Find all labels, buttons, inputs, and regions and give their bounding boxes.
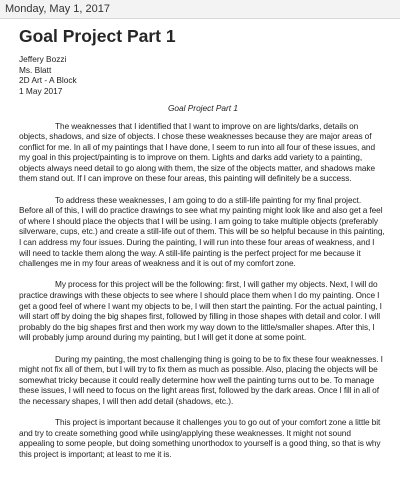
class-name: 2D Art - A Block xyxy=(19,75,77,85)
page-title: Goal Project Part 1 xyxy=(19,26,176,46)
paragraph-process: My process for this project will be the following: first, I will gather my objects. Next, I will do practice drawings with these objects to see where I should place them when I do my painting. Once I get a good feel of where I want my objects to be, I will then start the painting. For the actual painting, I will start off by doing the big shapes first, followed by filling in those shapes with detail and color. I will probably do the big shapes first and then work my way down to the little/smaller shapes. After this, I will probably jump around during my painting, but I will get it done at some point. xyxy=(19,279,382,343)
document-subtitle: Goal Project Part 1 xyxy=(167,103,239,113)
paragraph-weaknesses: The weaknesses that I identified that I want to improve on are lights/darks, details on objects, shadows, and size of objects. I chose these weaknesses because they are major areas of conflict for me. In all of my paintings that I have done, I seem to run into all four of these issues, and my goal in this project/painting is to improve on them. Lights and darks add variety to a painting, objects always need detail to go along with them, the size of the objects matter, and shadows make them stand out. If I can improve on these four areas, this painting will definitely be a success. xyxy=(19,120,376,184)
date-bar xyxy=(0,0,400,19)
paragraph-approach: To address these weaknesses, I am going to do a still-life painting for my final project. Before all of this, I will do practice drawings to see what my painting might look like and also get a feel of where I should place the objects that I will be using. I am going to take multiple objects (preferably silverware, cups, etc.) and create a still-life out of them. This will be so helpful because in this painting, I can address my four issues. During the painting, I will run into these four areas of weakness, and I will need to tackle them along the way. A still-life painting is the perfect project for me because it challenges me in my four areas of weakness and it is out of my comfort zone. xyxy=(19,194,385,269)
student-name: Jeffery Bozzi xyxy=(19,54,67,64)
teacher-name: Ms. Blatt xyxy=(19,64,52,75)
document-date: 1 May 2017 xyxy=(19,85,63,96)
entry-date: Monday, May 1, 2017 xyxy=(5,3,110,15)
paragraph-importance: This project is important because it challenges you to go out of your comfort zone a little bit and try to create something good while using/applying these weaknesses. It might not sound appealing to some people, but doing something unorthodox to yourself is a good thing, so that is why this project is important; at least to me it is. xyxy=(19,417,381,459)
document-body xyxy=(19,26,387,470)
paragraph-challenges: During my painting, the most challenging thing is going to be to fix these four weaknesses. I might not fix all of them, but I will try to fix them as much as possible. Also, placing the objects will be somewhat tricky because it could really determine how well the painting turns out to be. To manage these issues, I will need to focus on the light areas first, followed by the dark areas. Once I fill in all of the necessary shapes, I will then add detail (shadows, etc.). xyxy=(19,353,383,406)
author-block xyxy=(19,54,387,96)
